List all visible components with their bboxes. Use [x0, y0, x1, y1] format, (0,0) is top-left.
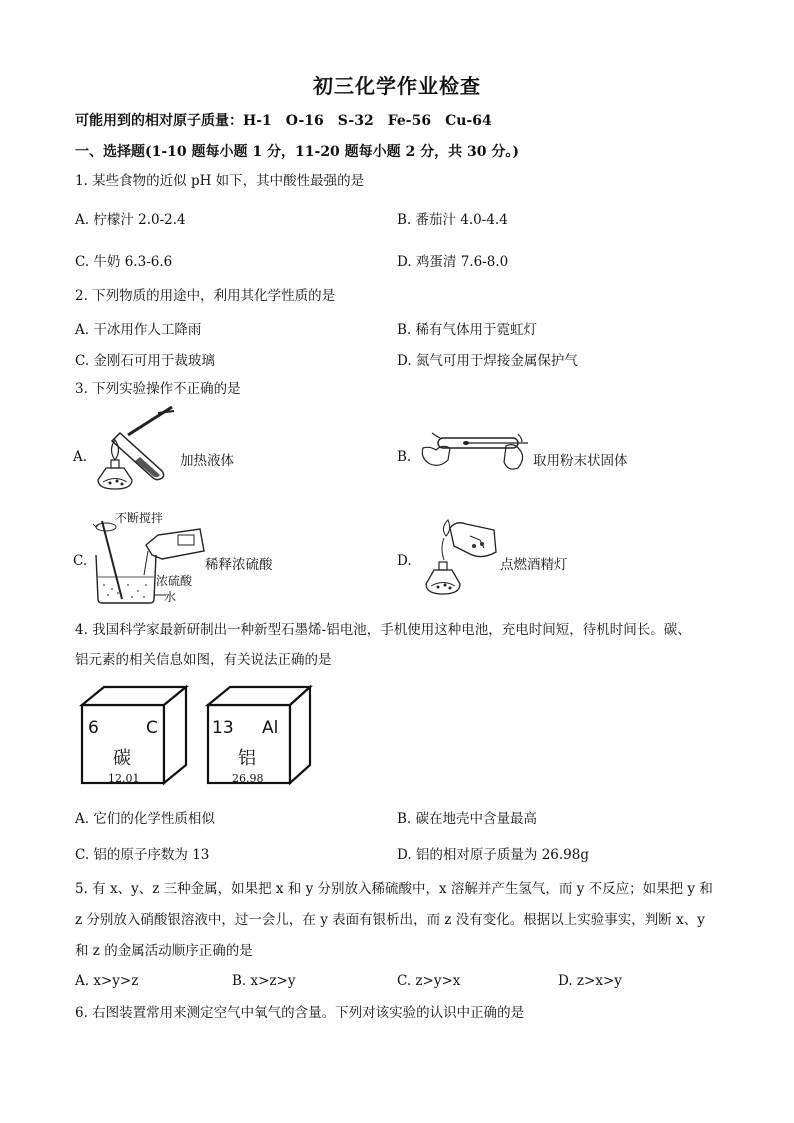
aluminum-name: 铝	[238, 748, 256, 769]
question-5-option-d[interactable]: D. z>x>y	[558, 973, 622, 989]
question-3-option-a-letter[interactable]: A.	[73, 449, 88, 465]
page-title: 初三化学作业检查	[313, 74, 481, 98]
question-5-option-a[interactable]: A. x>y>z	[75, 973, 139, 989]
aluminum-atomic-number: 13	[212, 718, 234, 738]
aluminum-mass: 26.98	[232, 772, 264, 782]
question-2-option-d[interactable]: D. 氮气可用于焊接金属保护气	[397, 353, 578, 369]
stir-label: 不断搅拌	[115, 511, 164, 525]
question-3-option-d-letter[interactable]: D.	[397, 553, 412, 569]
carbon-name: 碳	[113, 748, 131, 769]
dilute-acid-illustration	[88, 515, 213, 607]
question-3-option-a-label: 加热液体	[180, 453, 234, 469]
question-4-option-a[interactable]: A. 它们的化学性质相似	[75, 811, 215, 827]
question-3-stem: 3. 下列实验操作不正确的是	[75, 381, 241, 397]
question-5-line1: 5. 有 x、y、z 三种金属，如果把 x 和 y 分别放入稀硫酸中，x 溶解并产生氢气，而 y 不反应；如果把 y 和	[75, 881, 713, 897]
question-4-option-b[interactable]: B. 碳在地壳中含量最高	[397, 811, 538, 827]
question-3-option-c-label: 稀释浓硫酸	[205, 557, 273, 573]
carbon-mass: 12.01	[108, 772, 140, 782]
question-2-option-c[interactable]: C. 金刚石可用于裁玻璃	[75, 353, 215, 369]
question-1-option-d[interactable]: D. 鸡蛋清 7.6-8.0	[397, 254, 509, 270]
aluminum-symbol: Al	[262, 718, 279, 738]
question-5-line3: 和 z 的金属活动顺序正确的是	[75, 943, 253, 959]
question-4-stem-line2: 铝元素的相关信息如图，有关说法正确的是	[75, 652, 332, 668]
atomic-masses-note: 可能用到的相对原子质量：H-1 O-16 S-32 Fe-56 Cu-64	[75, 113, 492, 129]
question-3-option-c-letter[interactable]: C.	[73, 553, 88, 569]
heating-liquid-illustration	[90, 405, 180, 500]
question-6-stem: 6. 右图装置常用来测定空气中氧气的含量。下列对该实验的认识中正确的是	[75, 1005, 525, 1021]
question-1-option-b[interactable]: B. 番茄汁 4.0-4.4	[397, 212, 508, 228]
acid-label: 浓硫酸	[156, 574, 193, 588]
section-heading: 一、选择题(1-10 题每小题 1 分，11-20 题每小题 2 分，共 30 分。)	[75, 144, 520, 160]
question-5-option-c[interactable]: C. z>y>x	[397, 973, 461, 989]
question-2-stem: 2. 下列物质的用途中，利用其化学性质的是	[75, 288, 336, 304]
question-2-option-a[interactable]: A. 干冰用作人工降雨	[75, 322, 202, 338]
carbon-symbol: C	[146, 718, 158, 738]
water-label: 水	[164, 590, 177, 604]
question-4-stem-line1: 4. 我国科学家最新研制出一种新型石墨烯-铝电池，手机使用这种电池，充电时间短，待机时间长。碳、	[75, 622, 691, 638]
question-3-option-b-label: 取用粉末状固体	[533, 453, 628, 469]
question-3-option-b-letter[interactable]: B.	[397, 449, 412, 465]
question-3-option-d-label: 点燃酒精灯	[500, 557, 568, 573]
light-lamp-illustration	[422, 516, 502, 604]
carbon-atomic-number: 6	[88, 718, 99, 738]
question-1-option-c[interactable]: C. 牛奶 6.3-6.6	[75, 254, 173, 270]
question-1-stem: 1. 某些食物的近似 pH 如下，其中酸性最强的是	[75, 173, 365, 189]
question-2-option-b[interactable]: B. 稀有气体用于霓虹灯	[397, 322, 538, 338]
question-4-option-c[interactable]: C. 铝的原子序数为 13	[75, 847, 210, 863]
question-5-line2: z 分别放入硝酸银溶液中，过一会儿，在 y 表面有银析出，而 z 没有变化。根据以上实验事实，判断 x、y	[75, 912, 705, 928]
question-5-option-b[interactable]: B. x>z>y	[232, 973, 296, 989]
powder-solid-illustration	[418, 428, 533, 476]
question-4-option-d[interactable]: D. 铝的相对原子质量为 26.98g	[397, 847, 590, 863]
question-1-option-a[interactable]: A. 柠檬汁 2.0-2.4	[75, 212, 186, 228]
